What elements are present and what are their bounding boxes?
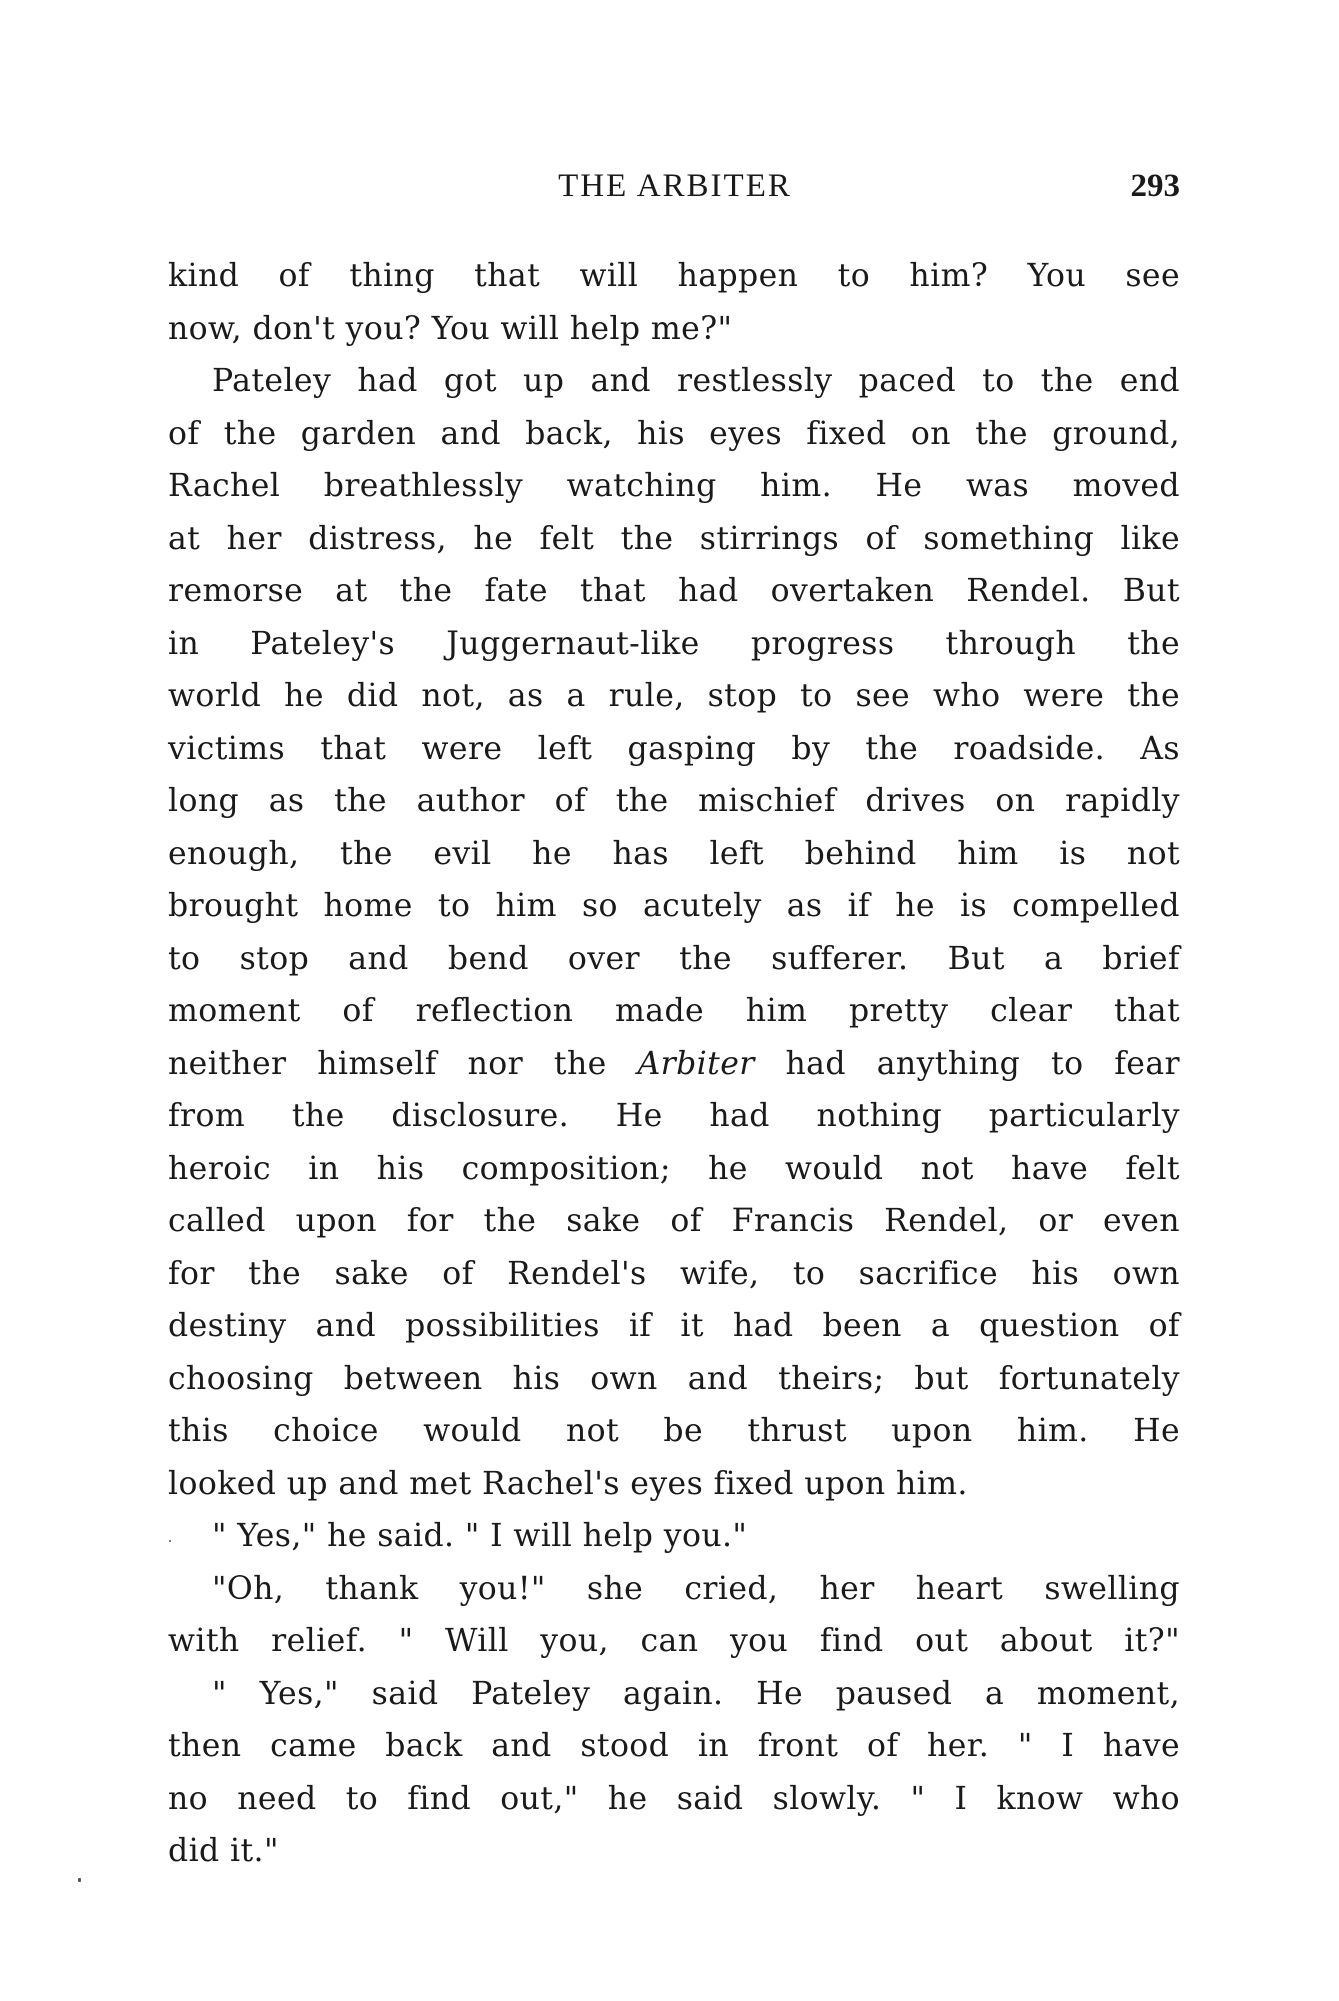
text-fragment: neither himself nor the [168,1045,607,1082]
text-line: at her distress, he felt the stirrings of something like [168,520,1180,557]
text-line-with-italic [168,1038,1180,1091]
text-line: looked up and met Rachel's eyes fixed upon him. [168,1465,968,1502]
text-line: enough, the evil he has left behind him is not [168,835,1180,872]
text-line: called upon for the sake of Francis Rendel, or even [168,1203,1180,1239]
text-line: " Yes," said Pateley again. He paused a moment, [212,1675,1180,1712]
text-line: with relief. " Will you, can you find out about it?" [168,1623,1180,1659]
text-line: " Yes," he said. " I will help you." [212,1518,748,1554]
text-line: long as the author of the mischief drives on rapidly [168,783,1180,819]
text-line: choosing between his own and theirs; but fortunately [168,1360,1180,1397]
text-line: brought home to him so acutely as if he is compelled [168,888,1180,924]
text-line: from the disclosure. He had nothing particularly [168,1098,1180,1134]
text-line: then came back and stood in front of her. " I have [168,1728,1180,1764]
text-line: now, don't you? You will help me?" [168,310,733,347]
print-speck [78,1878,81,1882]
text-line: kind of thing that will happen to him? You see [168,258,1180,294]
italic-title-arbiter: Arbiter [637,1045,755,1082]
text-line: did it." [168,1833,279,1869]
page-number: 293 [1130,168,1180,204]
text-line: "Oh, thank you!" she cried, her heart swelling [212,1570,1180,1607]
text-line: to stop and bend over the sufferer. But a brief [168,940,1180,977]
text-line: of the garden and back, his eyes fixed on the ground, [168,415,1180,452]
text-line: no need to find out," he said slowly. " I know who [168,1780,1180,1817]
text-fragment: had anything to fear [785,1045,1180,1082]
text-line: this choice would not be thrust upon him. He [168,1413,1180,1449]
text-line: world he did not, as a rule, stop to see who were the [168,678,1180,714]
text-line: destiny and possibilities if it had been a question of [168,1308,1180,1344]
text-line: Pateley had got up and restlessly paced to the end [212,363,1180,399]
print-speck [169,1540,171,1542]
running-title: THE ARBITER [558,168,792,204]
body-text [168,250,1180,1878]
text-line: victims that were left gasping by the roadside. As [168,730,1180,767]
text-line: in Pateley's Juggernaut-like progress through the [168,625,1180,662]
text-line: moment of reflection made him pretty clear that [168,993,1180,1029]
text-line: heroic in his composition; he would not have felt [168,1150,1180,1187]
text-line: Rachel breathlessly watching him. He was moved [168,468,1180,504]
text-line: for the sake of Rendel's wife, to sacrifice his own [168,1255,1180,1292]
text-line: remorse at the fate that had overtaken Rendel. But [168,573,1180,609]
running-head [170,168,1180,218]
